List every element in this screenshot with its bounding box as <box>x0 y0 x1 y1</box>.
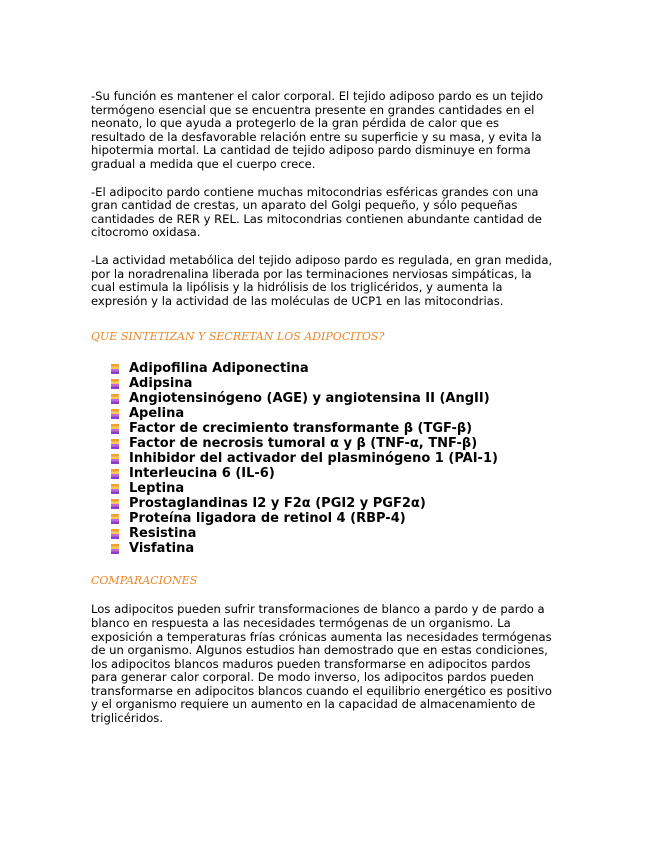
list-item-label: Resistina <box>129 526 197 542</box>
bullet-icon <box>111 499 119 509</box>
list-item-label: Factor de crecimiento transformante β (TGF-β) <box>129 421 473 437</box>
bullet-icon <box>111 469 119 479</box>
list-item <box>91 451 569 466</box>
bullet-icon <box>111 544 119 554</box>
list-item-label: Inhibidor del activador del plasminógeno 1 (PAI-1) <box>129 451 498 467</box>
list-item <box>91 406 569 421</box>
list-item-label: Adipsina <box>129 376 193 392</box>
paragraph-comparisons: Los adipocitos pueden sufrir transformaciones de blanco a pardo y de pardo a blanco en respuesta a las necesidades termógenas de un organismo. La exposición a temperaturas frías crónicas aumenta las necesidades termógenas de un organismo. Algunos estudios han demostrado que en estas condiciones, los adipocitos blancos maduros pueden transformarse en adipocitos pardos para generar calor corporal. De modo inverso, los adipocitos pardos pueden transformarse en adipocitos blancos cuando el equilibrio energético es positivo y el organismo requiere un aumento en la capacidad de almacenamiento de triglicéridos. <box>91 602 552 726</box>
paragraph-adipocyte: -El adipocito pardo contiene muchas mitocondrias esféricas grandes con una gran cantidad de crestas, un aparato del Golgi pequeño, y sólo pequeñas cantidades de RER y REL. Las mitocondrias contienen abundante cantidad de citocromo oxidasa. <box>91 184 542 240</box>
list-item <box>91 376 569 391</box>
bullet-icon <box>111 454 119 464</box>
list-item-label: Factor de necrosis tumoral α y β (TNF-α, TNF-β) <box>129 436 478 452</box>
bullet-icon <box>111 379 119 389</box>
list-item <box>91 391 569 406</box>
list-item-label: Angiotensinógeno (AGE) y angiotensina II (AngII) <box>129 391 490 407</box>
bullet-icon <box>111 484 119 494</box>
list-item-label: Proteína ligadora de retinol 4 (RBP-4) <box>129 511 406 527</box>
list-item <box>91 496 569 511</box>
paragraph-metabolic: -La actividad metabólica del tejido adiposo pardo es regulada, en gran medida, por la noradrenalina liberada por las terminaciones nerviosas simpáticas, la cual estimula la lipólisis y la hidrólisis de los triglicéridos, y aumenta la expresión y la actividad de las moléculas de UCP1 en las mitocondrias. <box>91 252 553 308</box>
bullet-icon <box>111 409 119 419</box>
heading-secretion: QUE SINTETIZAN Y SECRETAN LOS ADIPOCITOS? <box>91 330 385 344</box>
document-page <box>91 90 569 726</box>
bullet-icon <box>111 439 119 449</box>
list-item <box>91 526 569 541</box>
bullet-icon <box>111 364 119 374</box>
bullet-icon <box>111 394 119 404</box>
list-item <box>91 421 569 436</box>
list-item <box>91 361 569 376</box>
bullet-icon <box>111 514 119 524</box>
list-item <box>91 436 569 451</box>
paragraph-function: -Su función es mantener el calor corporal. El tejido adiposo pardo es un tejido termógeno esencial que se encuentra presente en grandes cantidades en el neonato, lo que ayuda a protegerlo de la gran pérdida de calor que es resultado de la desfavorable relación entre su superficie y su masa, y evita la hipotermia mortal. La cantidad de tejido adiposo pardo disminuye en forma gradual a medida que el cuerpo crece. <box>91 89 544 171</box>
bullet-icon <box>111 529 119 539</box>
list-item <box>91 511 569 526</box>
secretion-list <box>91 361 569 556</box>
list-item-label: Adipofilina Adiponectina <box>129 361 309 377</box>
list-item-label: Prostaglandinas I2 y F2α (PGI2 y PGF2α) <box>129 496 426 512</box>
list-item <box>91 466 569 481</box>
list-item-label: Apelina <box>129 406 185 422</box>
list-item-label: Visfatina <box>129 541 195 557</box>
list-item <box>91 481 569 496</box>
heading-comparisons: COMPARACIONES <box>91 574 198 588</box>
list-item-label: Leptina <box>129 481 185 497</box>
list-item-label: Interleucina 6 (IL-6) <box>129 466 275 482</box>
list-item <box>91 541 569 556</box>
bullet-icon <box>111 424 119 434</box>
